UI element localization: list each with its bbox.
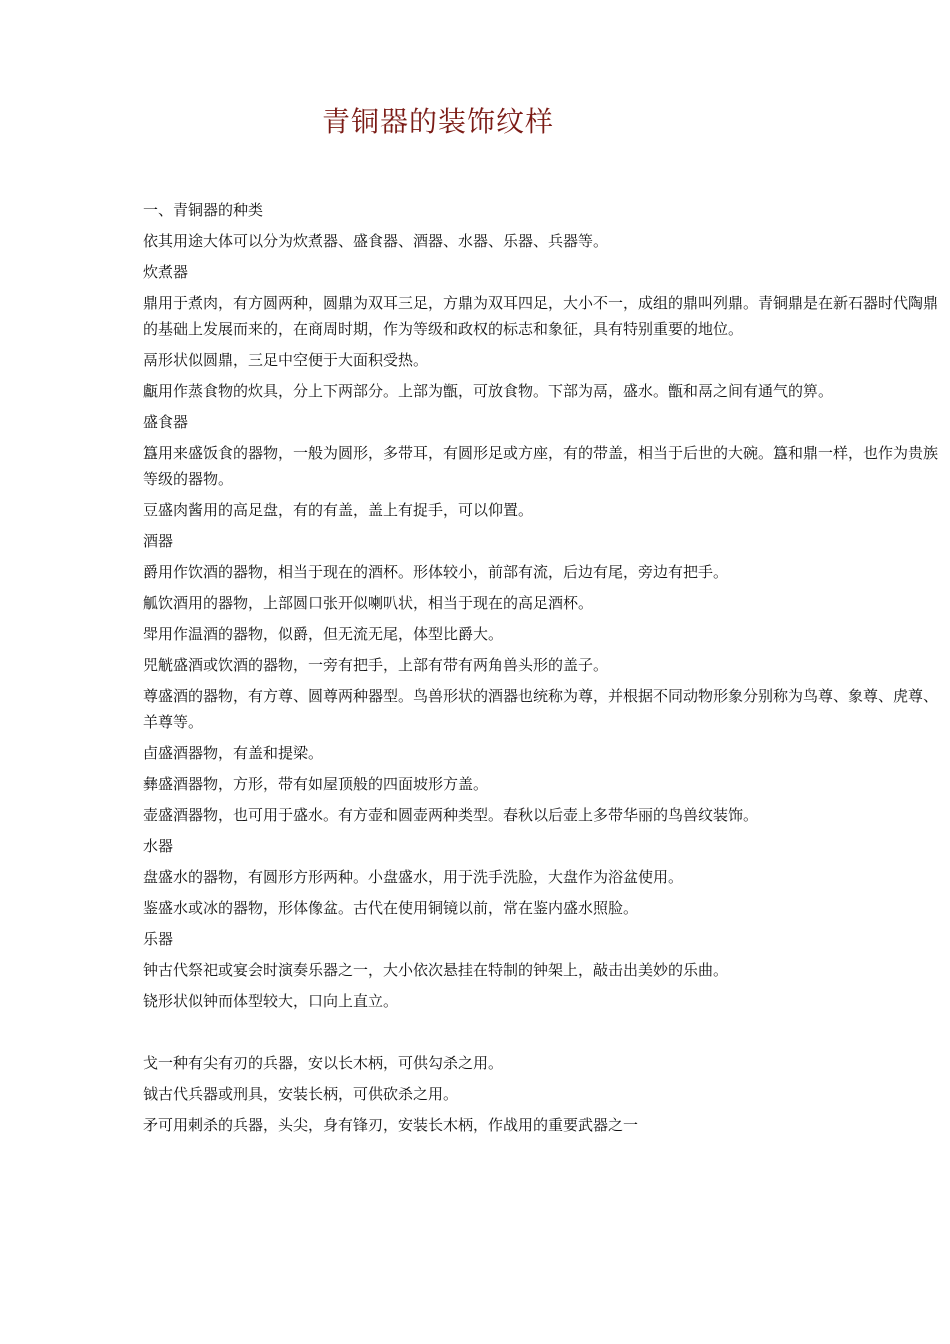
paragraph-zhong: 钟古代祭祀或宴会时演奏乐器之一，大小依次悬挂在特制的钟架上，敲击出美妙的乐曲。 [143,961,729,979]
paragraph-yan: 甗用作蒸食物的炊具，分上下两部分。上部为甑，可放食物。下部为鬲，盛水。甑和鬲之间有通气的箅。 [143,382,834,400]
paragraph-pan: 盘盛水的器物，有圆形方形两种。小盘盛水，用于洗手洗脸，大盘作为浴盆使用。 [143,868,684,886]
paragraph-jian: 鉴盛水或冰的器物，形体像盆。古代在使用铜镜以前，常在鉴内盛水照脸。 [143,899,639,917]
paragraph-dou: 豆盛肉酱用的高足盘，有的有盖，盖上有捉手，可以仰置。 [143,501,534,519]
paragraph-yue: 钺古代兵器或刑具，安装长柄，可供砍杀之用。 [143,1085,459,1103]
paragraph-mao: 矛可用刺杀的兵器，头尖，身有锋刃，安装长木柄，作战用的重要武器之一 [143,1116,639,1134]
paragraph-li: 鬲形状似圆鼎，三足中空便于大面积受热。 [143,351,429,369]
paragraph-intro: 依其用途大体可以分为炊煮器、盛食器、酒器、水器、乐器、兵器等。 [143,232,609,250]
blank-line [143,1019,945,1050]
subheading-cooking-vessels: 炊煮器 [143,263,189,281]
subheading-water-vessels: 水器 [143,837,174,855]
paragraph-you: 卣盛酒器物，有盖和提梁。 [143,744,324,762]
section-heading-types: 一、青铜器的种类 [143,201,264,219]
paragraph-zun: 尊盛酒的器物，有方尊、圆尊两种器型。鸟兽形状的酒器也统称为尊，并根据不同动物形象分别称为鸟尊、象尊、虎尊、羊尊等。 [143,687,939,731]
paragraph-jue: 爵用作饮酒的器物，相当于现在的酒杯。形体较小，前部有流，后边有尾，旁边有把手。 [143,563,729,581]
document-title: 青铜器的装饰纹样 [321,105,554,138]
paragraph-sigong: 兕觥盛酒或饮酒的器物，一旁有把手，上部有带有两角兽头形的盖子。 [143,656,609,674]
document-body [143,197,945,1143]
subheading-food-vessels: 盛食器 [143,413,189,431]
paragraph-yi: 彝盛酒器物，方形，带有如屋顶般的四面坡形方盖。 [143,775,489,793]
subheading-instruments: 乐器 [143,930,174,948]
paragraph-ding: 鼎用于煮肉，有方圆两种，圆鼎为双耳三足，方鼎为双耳四足，大小不一，成组的鼎叫列鼎。青铜鼎是在新石器时代陶鼎的基础上发展而来的，在商周时期，作为等级和政权的标志和象征，具有特别重要的地位。 [143,294,939,338]
paragraph-jia: 斝用作温酒的器物，似爵，但无流无尾，体型比爵大。 [143,625,504,643]
paragraph-ge: 戈一种有尖有刃的兵器，安以长木柄，可供勾杀之用。 [143,1054,504,1072]
paragraph-nao: 铙形状似钟而体型较大，口向上直立。 [143,992,399,1010]
subheading-wine-vessels: 酒器 [143,532,174,550]
paragraph-gu: 觚饮酒用的器物，上部圆口张开似喇叭状，相当于现在的高足酒杯。 [143,594,594,612]
paragraph-gui: 簋用来盛饭食的器物，一般为圆形，多带耳，有圆形足或方座，有的带盖，相当于后世的大碗。簋和鼎一样，也作为贵族等级的器物。 [143,444,939,488]
paragraph-hu: 壶盛酒器物，也可用于盛水。有方壶和圆壶两种类型。春秋以后壶上多带华丽的鸟兽纹装饰。 [143,806,759,824]
